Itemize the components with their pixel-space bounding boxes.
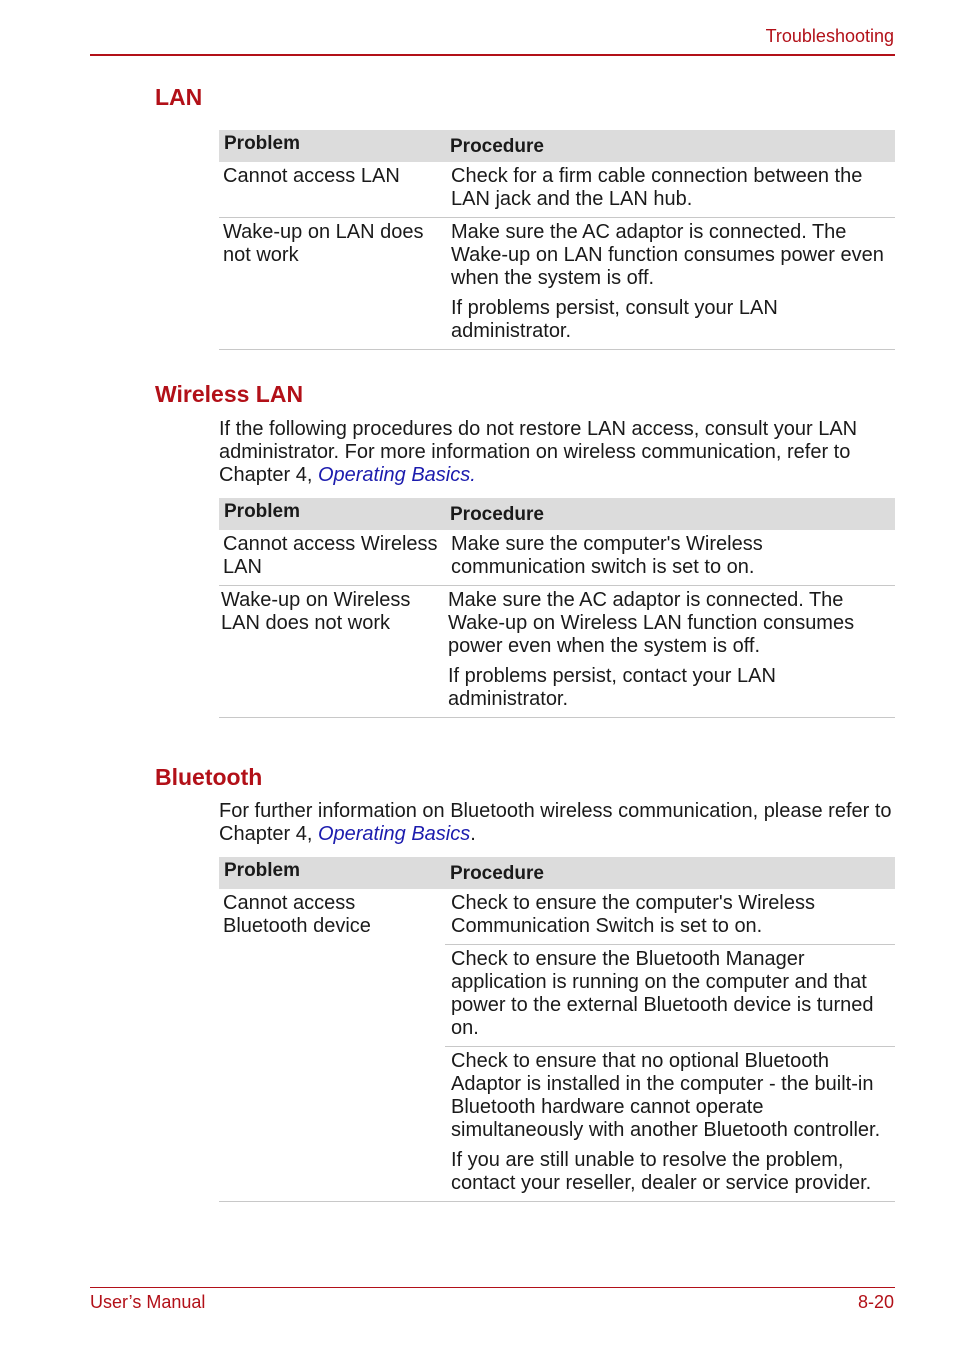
column-header-problem: Problem bbox=[219, 857, 445, 889]
procedure-cell bbox=[445, 218, 895, 350]
bluetooth-intro bbox=[219, 800, 895, 846]
problem-cell: Cannot access Bluetooth device bbox=[219, 889, 445, 1202]
column-header-problem: Problem bbox=[219, 498, 445, 530]
problem-cell: Wake-up on Wireless LAN does not work bbox=[219, 586, 445, 718]
running-header: Troubleshooting bbox=[765, 26, 894, 46]
procedure-text: Make sure the AC adaptor is connected. The Wake-up on Wireless LAN function consumes power even when the system is off. bbox=[448, 589, 855, 657]
column-header-procedure: Procedure bbox=[445, 498, 895, 530]
intro-text: If the following procedures do not restore LAN access, consult your LAN administrator. For more information on wireless communication, refer to Chapter 4, bbox=[219, 418, 858, 486]
table-header-row bbox=[219, 498, 895, 530]
table-row bbox=[219, 889, 895, 945]
section-title-wireless-lan: Wireless LAN bbox=[155, 381, 304, 407]
table-row bbox=[219, 162, 895, 218]
intro-text: For further information on Bluetooth wireless communication, please refer to Chapter 4, bbox=[219, 800, 892, 845]
procedure-text: If problems persist, consult your LAN administrator. bbox=[451, 297, 778, 342]
column-header-procedure: Procedure bbox=[445, 130, 895, 162]
table-header-row bbox=[219, 130, 895, 162]
procedure-cell bbox=[445, 586, 895, 718]
header-rule bbox=[90, 54, 895, 56]
lan-table bbox=[219, 130, 895, 350]
section-title-lan: LAN bbox=[155, 84, 203, 110]
procedure-text: Make sure the AC adaptor is connected. The Wake-up on LAN function consumes power even when the system is off. bbox=[451, 221, 884, 289]
table-row bbox=[219, 586, 895, 718]
problem-cell: Cannot access LAN bbox=[219, 162, 445, 218]
wireless-lan-table bbox=[219, 498, 895, 718]
procedure-cell bbox=[445, 1047, 895, 1202]
problem-cell: Cannot access Wireless LAN bbox=[219, 530, 445, 586]
footer-manual-title: User’s Manual bbox=[90, 1292, 206, 1312]
table-row bbox=[219, 218, 895, 350]
operating-basics-link[interactable]: Operating Basics. bbox=[317, 464, 476, 486]
procedure-text: Check to ensure the computer's Wireless Communication Switch is set to on. bbox=[451, 892, 815, 937]
procedure-text: Check for a firm cable connection between the LAN jack and the LAN hub. bbox=[451, 165, 863, 210]
table-header-row bbox=[219, 857, 895, 889]
table-row bbox=[219, 530, 895, 586]
procedure-cell bbox=[445, 162, 895, 218]
procedure-text: If you are still unable to resolve the problem, contact your reseller, dealer or service provider. bbox=[451, 1149, 872, 1194]
section-title-bluetooth: Bluetooth bbox=[155, 764, 263, 790]
intro-text-end: . bbox=[470, 823, 476, 845]
operating-basics-link[interactable]: Operating Basics bbox=[317, 823, 471, 845]
column-header-procedure: Procedure bbox=[445, 857, 895, 889]
procedure-cell bbox=[445, 530, 895, 586]
procedure-cell bbox=[445, 945, 895, 1047]
procedure-text: Make sure the computer's Wireless communication switch is set to on. bbox=[451, 533, 763, 578]
procedure-text: Check to ensure that no optional Bluetooth Adaptor is installed in the computer - the built-in Bluetooth hardware cannot operate simultaneously with another Bluetooth controller. bbox=[451, 1050, 881, 1141]
bluetooth-table bbox=[219, 857, 895, 1202]
procedure-text: If problems persist, contact your LAN administrator. bbox=[448, 665, 776, 710]
column-header-problem: Problem bbox=[219, 130, 445, 162]
wireless-intro bbox=[219, 418, 895, 487]
footer-rule bbox=[90, 1287, 895, 1288]
problem-cell: Wake-up on LAN does not work bbox=[219, 218, 445, 350]
procedure-cell bbox=[445, 889, 895, 945]
page-number: 8-20 bbox=[857, 1292, 894, 1312]
procedure-text: Check to ensure the Bluetooth Manager application is running on the computer and that power to the external Bluetooth device is turned on. bbox=[451, 948, 874, 1039]
